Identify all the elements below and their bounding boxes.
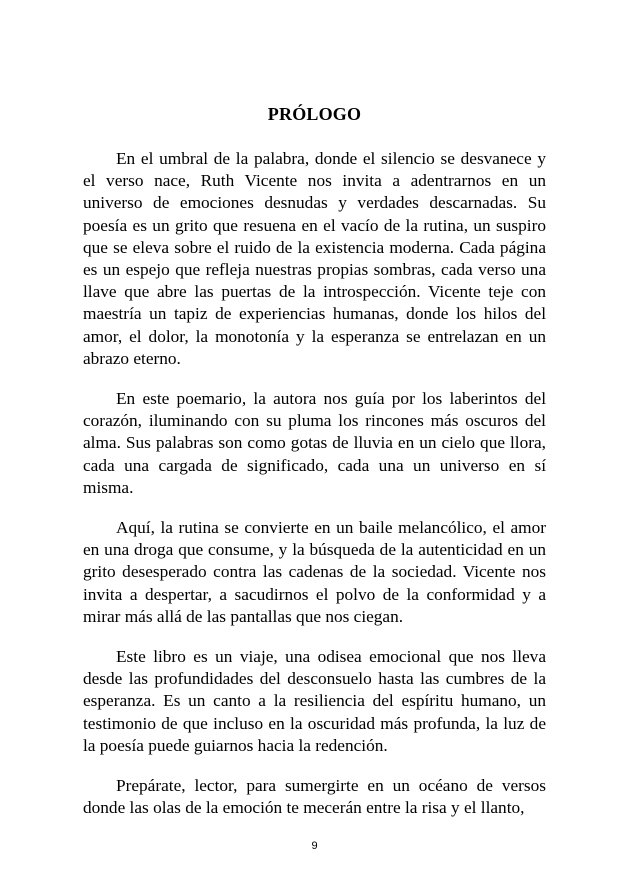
page-number: 9 bbox=[311, 840, 318, 852]
paragraph-1: En el umbral de la palabra, donde el silencio se desvanece y el verso nace, Ruth Vicente nos invita a adentrarnos en un universo de emociones desnudas y verdades descarnadas. Su poesía es un grito que resuena en el vacío de la rutina, un suspiro que se eleva sobre el ruido de la existencia moderna. Cada página es un espejo que refleja nuestras propias sombras, cada verso una llave que abre las puertas de la introspección. Vicente teje con maestría un tapiz de experiencias humanas, donde los hilos del amor, el dolor, la monotonía y la esperanza se entrelazan en un abrazo eterno. bbox=[83, 149, 546, 368]
paragraph-2: En este poemario, la autora nos guía por los laberintos del corazón, iluminando con su pluma los rincones más oscuros del alma. Sus palabras son como gotas de lluvia en un cielo que llora, cada una cargada de significado, cada una un universo en sí misma. bbox=[83, 389, 546, 497]
paragraph-4: Este libro es un viaje, una odisea emocional que nos lleva desde las profundidades del desconsuelo hasta las cumbres de la esperanza. Es un canto a la resiliencia del espíritu humano, un testimonio de que incluso en la oscuridad más profunda, la luz de la poesía puede guiarnos hacia la redención. bbox=[83, 647, 546, 755]
paragraph-3: Aquí, la rutina se convierte en un baile melancólico, el amor en una droga que consume, y la búsqueda de la autenticidad en un grito desesperado contra las cadenas de la sociedad. Vicente nos invita a despertar, a sacudirnos el polvo de la conformidad y a mirar más allá de las pantallas que nos ciegan. bbox=[83, 518, 546, 626]
paragraph-5: Prepárate, lector, para sumergirte en un océano de versos donde las olas de la emoción te mecerán entre la risa y el llanto, bbox=[83, 776, 546, 818]
prologue-body bbox=[83, 148, 546, 819]
page-title: PRÓLOGO bbox=[267, 104, 362, 124]
